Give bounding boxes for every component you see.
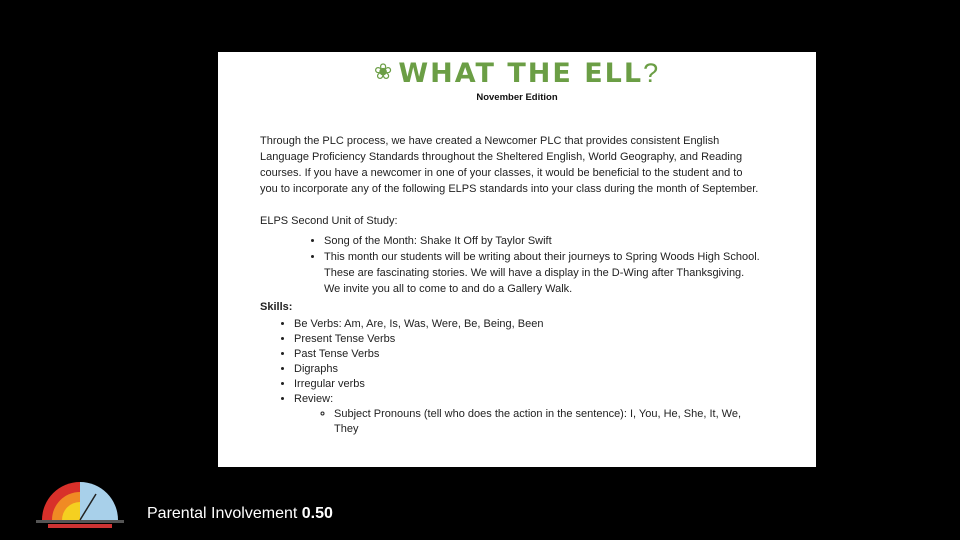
- newsletter-masthead: [218, 58, 816, 89]
- list-item: • Digraphs: [294, 362, 760, 377]
- newsletter-body: [260, 133, 760, 437]
- review-list: [294, 407, 760, 437]
- list-item: ◦ Subject Pronouns (tell who does the action in the sentence): I, You, He, She, It, We, They: [334, 407, 760, 437]
- gauge-blue-zone: [80, 482, 118, 520]
- slide-caption: [147, 505, 333, 523]
- list-item: • This month our students will be writing about their journeys to Spring Woods High School. These are fascinating stories. We will have a display in the D-Wing after Thanksgiving. We invite you all to come to and do a Gallery Walk.: [324, 249, 760, 297]
- unit-list: [260, 233, 760, 297]
- list-item: • Be Verbs: Am, Are, Is, Was, Were, Be, Being, Been: [294, 317, 760, 332]
- list-item: • Song of the Month: Shake It Off by Taylor Swift: [324, 233, 760, 249]
- list-item: • Irregular verbs: [294, 377, 760, 392]
- gauge-base: [36, 520, 124, 523]
- list-item: • Present Tense Verbs: [294, 332, 760, 347]
- effect-size-gauge-logo: [34, 474, 126, 530]
- gauge-footer-bar: [48, 524, 112, 528]
- edition-label: November Edition: [476, 92, 558, 103]
- list-item: • Past Tense Verbs: [294, 347, 760, 362]
- review-label: Review:: [294, 393, 334, 405]
- intro-paragraph: Through the PLC process, we have created a Newcomer PLC that provides consistent English Language Proficiency Standards throughout the Sheltered English, World Geography, and Reading courses. If you have a newcomer in one of your classes, it would be beneficial to the student and to you to incorporate any of the following ELPS standards into your class during the month of September.: [260, 135, 759, 195]
- skills-heading: Skills:: [260, 301, 293, 313]
- caption-value: 0.50: [301, 505, 333, 522]
- list-item: [294, 392, 760, 437]
- newsletter-title: WHAT THE ELL: [398, 58, 644, 89]
- skills-list: [260, 317, 760, 437]
- title-question-mark: ?: [643, 58, 661, 88]
- leaf-icon: ❀: [373, 60, 395, 85]
- unit-heading: ELPS Second Unit of Study:: [260, 215, 398, 227]
- caption-label: Parental Involvement: [147, 505, 298, 522]
- newsletter-page: [218, 52, 816, 467]
